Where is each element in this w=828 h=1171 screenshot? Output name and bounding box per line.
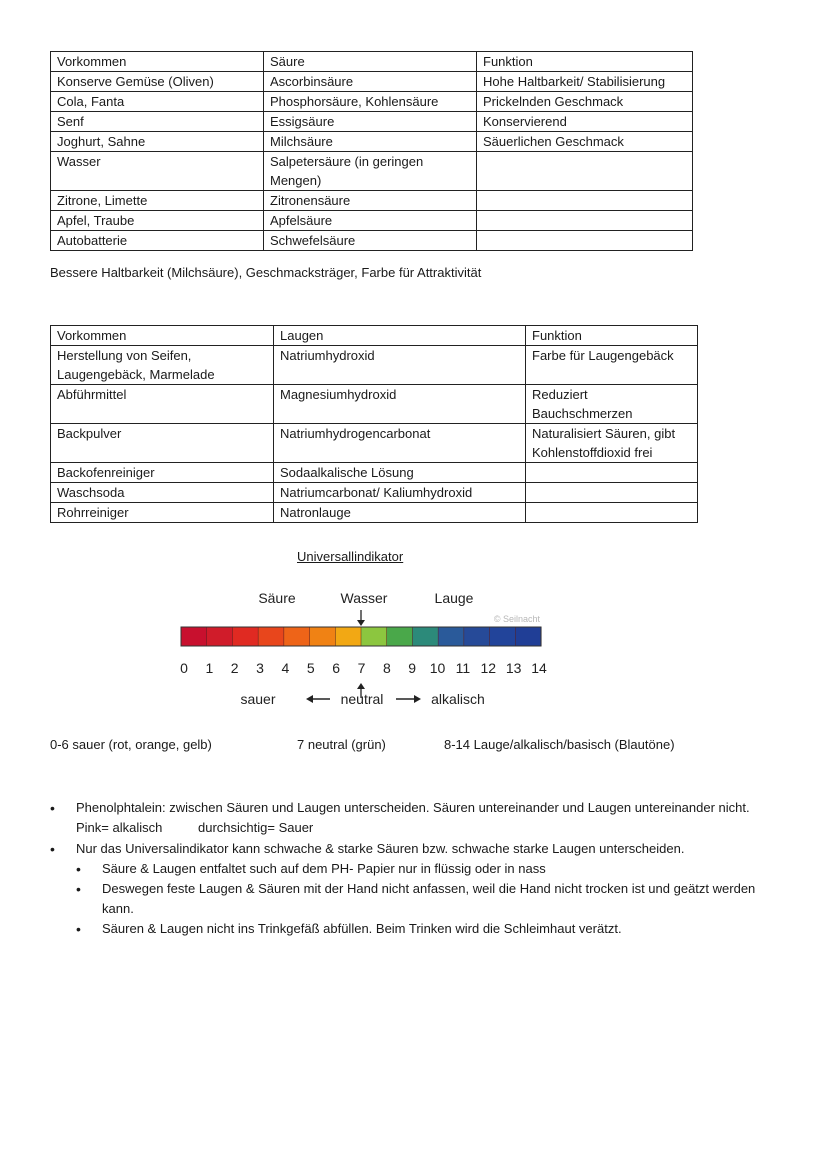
table-row <box>51 92 693 112</box>
table-cell: Backofenreiniger <box>51 463 274 483</box>
table-row <box>51 385 698 424</box>
table-cell: Prickelnden Geschmack <box>477 92 693 112</box>
right-arrow-head <box>414 695 421 703</box>
table-header-row <box>51 326 698 346</box>
table-row <box>51 132 693 152</box>
list-item <box>50 839 780 939</box>
color-scale <box>181 627 541 646</box>
ph-numbers <box>180 660 547 676</box>
pink-text: Pink= alkalisch <box>76 820 163 835</box>
ph-number: 14 <box>531 660 547 676</box>
color-swatch <box>438 627 464 646</box>
table-cell: Sodaalkalische Lösung <box>274 463 526 483</box>
table-cell: Essigsäure <box>264 112 477 132</box>
table-row <box>51 346 698 385</box>
color-swatch <box>361 627 387 646</box>
header-cell: Vorkommen <box>51 326 274 346</box>
table-row <box>51 424 698 463</box>
table-cell: Natriumhydroxid <box>274 346 526 385</box>
table-cell <box>477 191 693 211</box>
ph-number: 12 <box>480 660 497 676</box>
table-cell: Zitrone, Limette <box>51 191 264 211</box>
ph-number: 8 <box>382 660 391 676</box>
table-cell: Natriumcarbonat/ Kaliumhydroxid <box>274 483 526 503</box>
table-cell: Phosphorsäure, Kohlensäure <box>264 92 477 112</box>
header-cell: Säure <box>264 52 477 72</box>
color-swatch <box>412 627 438 646</box>
sub-list-item: • Deswegen feste Laugen & Säuren mit der Hand nicht anfassen, weil die Hand nicht trocken ist und geätzt werden kann. <box>76 879 780 919</box>
table-cell: Apfelsäure <box>264 211 477 231</box>
table-cell: Konserve Gemüse (Oliven) <box>51 72 264 92</box>
ph-number: 7 <box>357 660 366 676</box>
table-cell: Waschsoda <box>51 483 274 503</box>
table-cell: Autobatterie <box>51 231 264 251</box>
table-cell: Senf <box>51 112 264 132</box>
table-row <box>51 463 698 483</box>
label-neutral: neutral <box>340 691 384 707</box>
table-cell: Rohrreiniger <box>51 503 274 523</box>
neutral-arrow-head <box>357 683 365 689</box>
table-cell <box>526 483 698 503</box>
ph-number: 0 <box>180 660 188 676</box>
header-cell: Vorkommen <box>51 52 264 72</box>
indicator-title: Universallindikator <box>297 549 404 564</box>
ph-number: 3 <box>256 660 264 676</box>
label-acid: Säure <box>258 590 296 606</box>
acids-table <box>50 51 693 251</box>
bases-table <box>50 325 698 523</box>
ph-number: 5 <box>306 660 315 676</box>
color-swatch <box>387 627 413 646</box>
table-cell <box>477 231 693 251</box>
label-alkalisch: alkalisch <box>431 691 485 707</box>
range-neutral: 7 neutral (grün) <box>297 737 386 752</box>
phenolphtalein-text: • Phenolphtalein: zwischen Säuren und Laugen unterscheiden. Säuren untereinander und Laugen untereinander nicht. <box>76 800 750 815</box>
color-swatch <box>207 627 233 646</box>
label-base: Lauge <box>434 590 474 606</box>
table-cell: Backpulver <box>51 424 274 463</box>
color-swatch <box>232 627 258 646</box>
table-cell: Abführmittel <box>51 385 274 424</box>
table-cell: Ascorbinsäure <box>264 72 477 92</box>
left-arrow-head <box>306 695 313 703</box>
table-cell: Zitronensäure <box>264 191 477 211</box>
table-cell: Hohe Haltbarkeit/ Stabilisierung <box>477 72 693 92</box>
table-cell <box>526 503 698 523</box>
table-row <box>51 503 698 523</box>
notes-list <box>50 798 780 940</box>
ph-number: 6 <box>332 660 341 676</box>
table-header-row <box>51 52 693 72</box>
list-item <box>50 798 780 838</box>
sub-list <box>76 859 780 939</box>
label-sauer: sauer <box>240 691 276 707</box>
table-cell: Reduziert Bauchschmerzen <box>526 385 698 424</box>
table-cell: Apfel, Traube <box>51 211 264 231</box>
table-row <box>51 72 693 92</box>
color-swatch <box>464 627 490 646</box>
ph-number: 10 <box>429 660 446 676</box>
table-cell <box>477 152 693 191</box>
color-swatch <box>335 627 361 646</box>
ph-number: 4 <box>281 660 290 676</box>
universal-indicator-text: • Nur das Universalindikator kann schwache & starke Säuren bzw. schwache starke Laugen unterscheiden. <box>76 841 685 856</box>
phenolphtalein-colors <box>76 818 780 838</box>
color-swatch <box>181 627 207 646</box>
header-cell: Funktion <box>477 52 693 72</box>
color-swatch <box>310 627 336 646</box>
range-sauer: 0-6 sauer (rot, orange, gelb) <box>50 737 212 752</box>
table-cell: Cola, Fanta <box>51 92 264 112</box>
ph-number: 2 <box>230 660 239 676</box>
ph-number: 9 <box>408 660 417 676</box>
table-row <box>51 483 698 503</box>
table-row <box>51 231 693 251</box>
table-row <box>51 112 693 132</box>
table-row <box>51 211 693 231</box>
ph-scale-figure <box>170 580 560 715</box>
color-swatch <box>258 627 284 646</box>
table-cell: Konservierend <box>477 112 693 132</box>
table-cell: Säuerlichen Geschmack <box>477 132 693 152</box>
table-cell <box>526 463 698 483</box>
table-cell: Schwefelsäure <box>264 231 477 251</box>
header-cell: Laugen <box>274 326 526 346</box>
sub-list-item: • Säuren & Laugen nicht ins Trinkgefäß abfüllen. Beim Trinken wird die Schleimhaut verätzt. <box>76 919 780 939</box>
table-cell: Magnesiumhydroxid <box>274 385 526 424</box>
table-cell: Milchsäure <box>264 132 477 152</box>
ph-number: 13 <box>505 660 522 676</box>
color-swatch <box>515 627 541 646</box>
acids-note: Bessere Haltbarkeit (Milchsäure), Geschmacksträger, Farbe für Attraktivität <box>50 265 482 280</box>
table-row <box>51 191 693 211</box>
table-cell: Wasser <box>51 152 264 191</box>
table-cell <box>477 211 693 231</box>
ph-number: 1 <box>205 660 214 676</box>
table-cell: Joghurt, Sahne <box>51 132 264 152</box>
clear-text: durchsichtig= Sauer <box>198 820 314 835</box>
header-cell: Funktion <box>526 326 698 346</box>
ph-number: 11 <box>455 660 471 676</box>
water-arrow-head <box>357 620 365 626</box>
sub-list-item: • Säure & Laugen entfaltet such auf dem PH- Papier nur in flüssig oder in nass <box>76 859 780 879</box>
table-cell: Natronlauge <box>274 503 526 523</box>
watermark: © Seilnacht <box>493 614 540 624</box>
table-row <box>51 152 693 191</box>
table-cell: Farbe für Laugengebäck <box>526 346 698 385</box>
table-cell: Naturalisiert Säuren, gibt Kohlenstoffdioxid frei <box>526 424 698 463</box>
color-swatch <box>490 627 516 646</box>
table-cell: Natriumhydrogencarbonat <box>274 424 526 463</box>
table-cell: Herstellung von Seifen, Laugengebäck, Marmelade <box>51 346 274 385</box>
table-cell: Salpetersäure (in geringen Mengen) <box>264 152 477 191</box>
label-water: Wasser <box>340 590 388 606</box>
range-lauge: 8-14 Lauge/alkalisch/basisch (Blautöne) <box>444 737 675 752</box>
color-swatch <box>284 627 310 646</box>
